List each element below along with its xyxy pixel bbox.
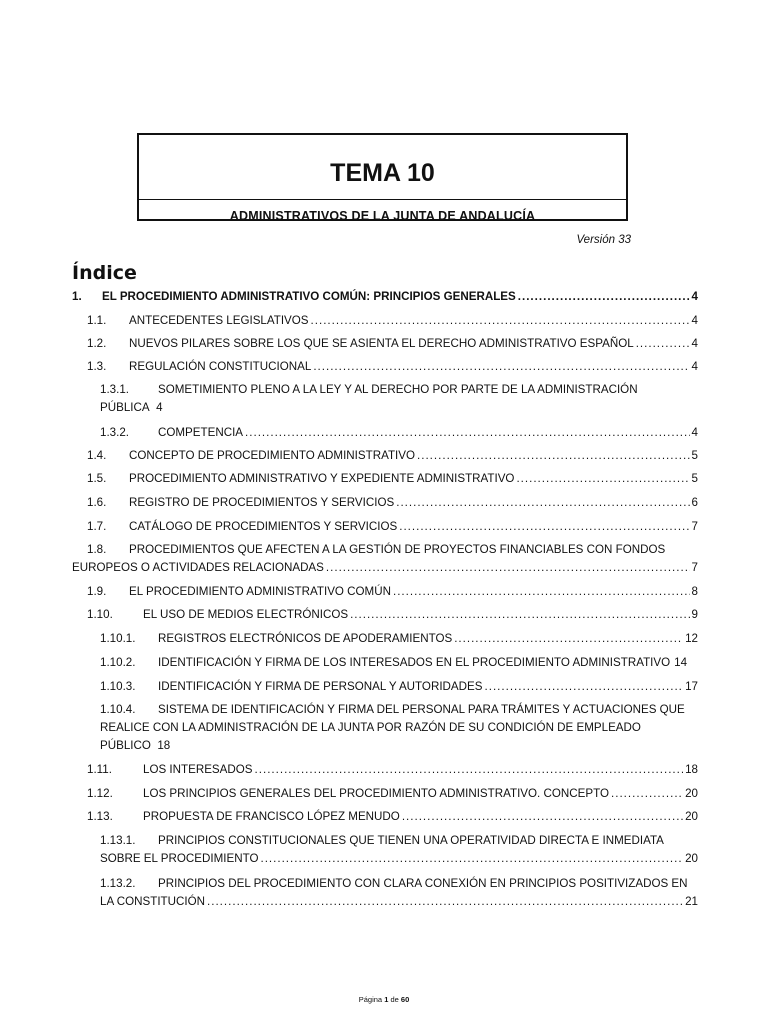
- toc-entry-1[interactable]: 1. EL PROCEDIMIENTO ADMINISTRATIVO COMÚN: PRINCIPIOS GENERALES ..... 4: [72, 288, 698, 306]
- toc-entry-1-11[interactable]: 1.11. LOS INTERESADOS ..... 18: [72, 761, 698, 779]
- document-subtitle: ADMINISTRATIVOS DE LA JUNTA DE ANDALUCÍA: [229, 209, 536, 223]
- toc-entry-1-12[interactable]: 1.12. LOS PRINCIPIOS GENERALES DEL PROCEDIMIENTO ADMINISTRATIVO. CONCEPTO ..... 20: [72, 785, 698, 803]
- toc-entry-1-9[interactable]: 1.9. EL PROCEDIMIENTO ADMINISTRATIVO COMÚN ..... 8: [72, 583, 698, 601]
- toc-entry-1-10-1[interactable]: 1.10.1. REGISTROS ELECTRÓNICOS DE APODERAMIENTOS ..... 12: [72, 630, 698, 648]
- toc-entry-1-3-1[interactable]: 1.3.1. SOMETIMIENTO PLENO A LA LEY Y AL DERECHO POR PARTE DE LA ADMINISTRACIÓN PÚBLICA 4: [100, 383, 638, 414]
- toc-entry-1-3[interactable]: 1.3. REGULACIÓN CONSTITUCIONAL ..... 4: [72, 358, 698, 376]
- version-label: Versión 33: [576, 234, 631, 246]
- toc-entry-1-5[interactable]: 1.5. PROCEDIMIENTO ADMINISTRATIVO Y EXPEDIENTE ADMINISTRATIVO ..... 5: [72, 470, 698, 488]
- toc-entry-1-4[interactable]: 1.4. CONCEPTO DE PROCEDIMIENTO ADMINISTRATIVO ..... 5: [72, 447, 698, 465]
- toc-entry-1-13-1[interactable]: 1.13.1. PRINCIPIOS CONSTITUCIONALES QUE TIENEN UNA OPERATIVIDAD DIRECTA E INMEDIATA SOBRE EL PROCEDIMIENTO ..... 20: [72, 832, 698, 868]
- toc-entry-1-8[interactable]: 1.8. PROCEDIMIENTOS QUE AFECTEN A LA GESTIÓN DE PROYECTOS FINANCIABLES CON FONDOS EUROPEOS O ACTIVIDADES RELACIONADAS ..... 7: [72, 541, 698, 577]
- toc-entry-1-13-2[interactable]: 1.13.2. PRINCIPIOS DEL PROCEDIMIENTO CON CLARA CONEXIÓN EN PRINCIPIOS POSITIVIZADOS EN LA CONSTITUCIÓN ..... 21: [72, 875, 698, 911]
- title-divider: [139, 199, 626, 200]
- toc-entry-1-6[interactable]: 1.6. REGISTRO DE PROCEDIMIENTOS Y SERVICIOS ..... 6: [72, 494, 698, 512]
- toc-entry-1-10-3[interactable]: 1.10.3. IDENTIFICACIÓN Y FIRMA DE PERSONAL Y AUTORIDADES ..... 17: [72, 678, 698, 696]
- toc-entry-1-1[interactable]: 1.1. ANTECEDENTES LEGISLATIVOS ..... 4: [72, 312, 698, 330]
- footer-label: Página: [358, 995, 383, 1004]
- toc-entry-1-13[interactable]: 1.13. PROPUESTA DE FRANCISCO LÓPEZ MENUDO ..... 20: [72, 808, 698, 826]
- toc-entry-1-7[interactable]: 1.7. CATÁLOGO DE PROCEDIMIENTOS Y SERVICIOS ..... 7: [72, 518, 698, 536]
- title-box: [137, 133, 628, 221]
- index-heading: Índice: [72, 262, 137, 284]
- document-title: TEMA 10: [330, 159, 435, 187]
- footer-separator: de: [390, 995, 399, 1004]
- toc-entry-1-10-4[interactable]: 1.10.4. SISTEMA DE IDENTIFICACIÓN Y FIRMA DEL PERSONAL PARA TRÁMITES Y ACTUACIONES QUE REALICE CON LA ADMINISTRACIÓN DE LA JUNTA POR RAZÓN DE SU CONDICIÓN DE EMPLEADO PÚBLICO 18: [100, 703, 685, 752]
- footer-current-page: 1: [384, 995, 389, 1004]
- page-footer: [0, 995, 768, 1004]
- toc-entry-1-10-2[interactable]: 1.10.2. IDENTIFICACIÓN Y FIRMA DE LOS INTERESADOS EN EL PROCEDIMIENTO ADMINISTRATIVO 14: [100, 656, 688, 669]
- toc-entry-1-10[interactable]: 1.10. EL USO DE MEDIOS ELECTRÓNICOS ..... 9: [72, 606, 698, 624]
- footer-total-pages: 60: [400, 995, 410, 1004]
- toc-entry-1-2[interactable]: 1.2. NUEVOS PILARES SOBRE LOS QUE SE ASIENTA EL DERECHO ADMINISTRATIVO ESPAÑOL ..... 4: [72, 335, 698, 353]
- toc-entry-1-3-2[interactable]: 1.3.2. COMPETENCIA ..... 4: [72, 424, 698, 442]
